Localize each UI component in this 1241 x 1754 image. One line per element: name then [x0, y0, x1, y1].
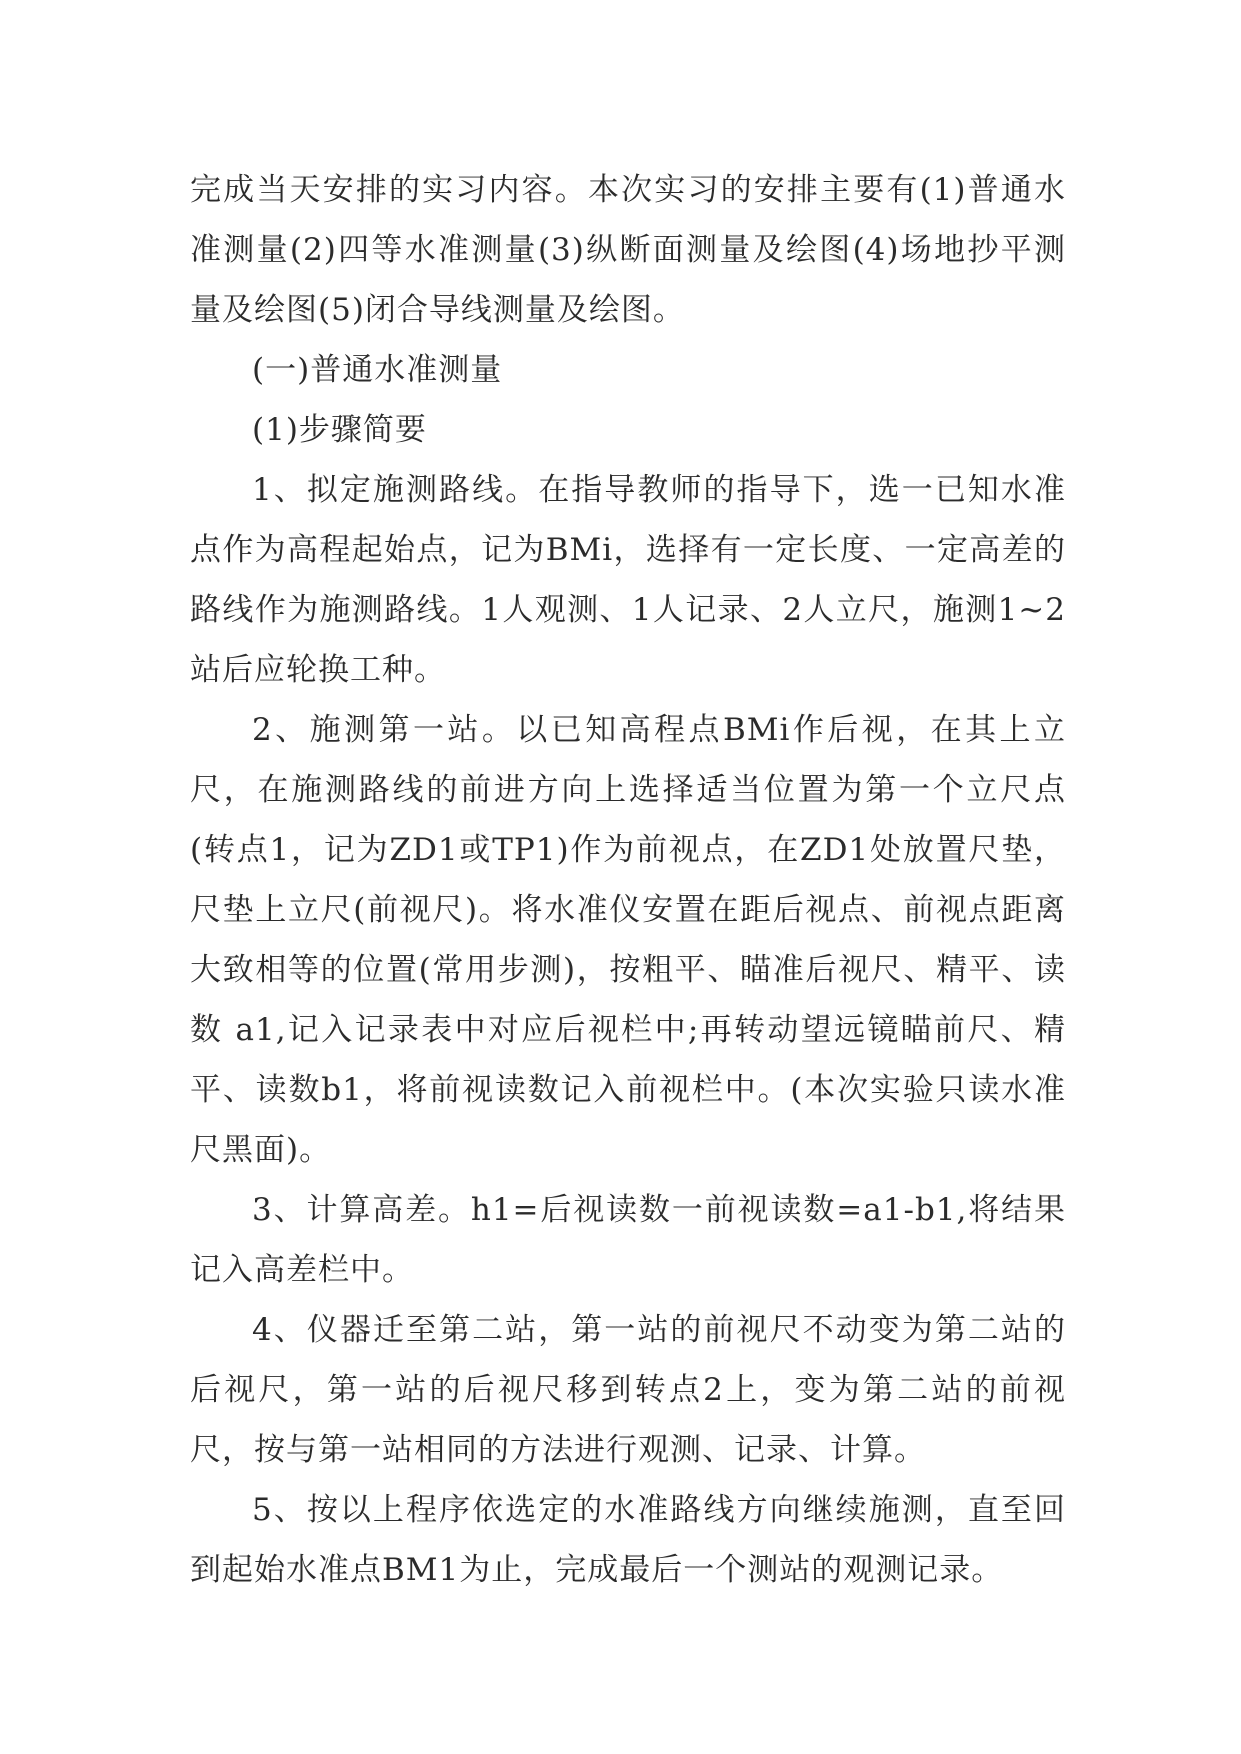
paragraph-step-5: 5、按以上程序依选定的水准路线方向继续施测，直至回到起始水准点BM1为止，完成最后一个测站的观测记录。 — [190, 1492, 1066, 1588]
subsection-heading: (1)步骤简要 — [252, 412, 427, 448]
paragraph-step-1: 1、拟定施测路线。在指导教师的指导下，选一已知水准点作为高程起始点，记为BMi，选择有一定长度、一定高差的路线作为施测路线。1人观测、1人记录、2人立尺，施测1~2站后应轮换工种。 — [190, 472, 1066, 688]
paragraph-intro: 完成当天安排的实习内容。本次实习的安排主要有(1)普通水准测量(2)四等水准测量(3)纵断面测量及绘图(4)场地抄平测量及绘图(5)闭合导线测量及绘图。 — [190, 172, 1066, 328]
paragraph-step-3: 3、计算高差。h1=后视读数一前视读数=a1-b1,将结果记入高差栏中。 — [190, 1192, 1066, 1288]
document-body — [190, 160, 1066, 1600]
paragraph-step-2: 2、施测第一站。以已知高程点BMi作后视，在其上立尺，在施测路线的前进方向上选择适当位置为第一个立尺点(转点1，记为ZD1或TP1)作为前视点，在ZD1处放置尺垫，尺垫上立尺(前视尺)。将水准仪安置在距后视点、前视点距离大致相等的位置(常用步测)，按粗平、瞄准后视尺、精平、读数 a1,记入记录表中对应后视栏中;再转动望远镜瞄前尺、精平、读数b1，将前视读数记入前视栏中。(本次实验只读水准尺黑面)。 — [190, 712, 1066, 1168]
section-heading: (一)普通水准测量 — [252, 352, 503, 388]
paragraph-step-4: 4、仪器迁至第二站，第一站的前视尺不动变为第二站的后视尺，第一站的后视尺移到转点2上，变为第二站的前视尺，按与第一站相同的方法进行观测、记录、计算。 — [190, 1312, 1066, 1468]
